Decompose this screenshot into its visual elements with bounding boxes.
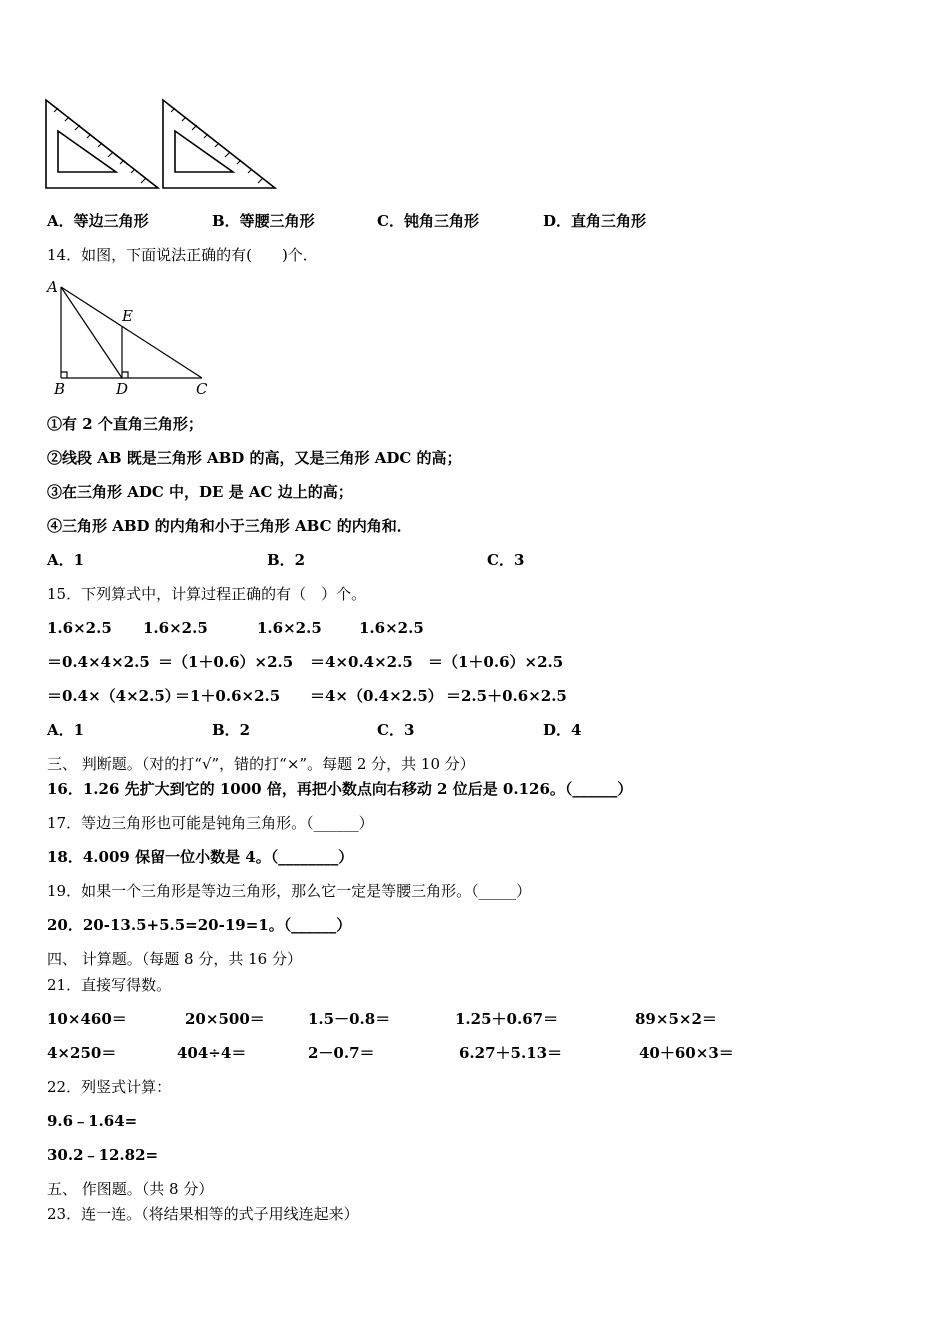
- q15-cell: 1.6×2.5: [143, 619, 208, 637]
- q21-stem: 21．直接写得数。: [47, 976, 172, 994]
- q20: 20．20-13.5+5.5=20-19=1。（______）: [47, 916, 352, 934]
- section-4-title: 四、 计算题。（每题 8 分，共 16 分）: [47, 950, 302, 968]
- q15-cell: 1.6×2.5: [359, 619, 424, 637]
- label-b: B: [54, 380, 66, 398]
- q15-option-d: D．4: [543, 721, 582, 739]
- q15-cell: ＝2.5＋0.6×2.5: [446, 687, 567, 705]
- set-square-right: [163, 100, 275, 188]
- q13-option-c: C．钝角三角形: [377, 212, 479, 230]
- q21-item: 404÷4＝: [177, 1044, 247, 1062]
- set-squares-figure: [44, 98, 279, 193]
- q14-option-c: C．3: [487, 551, 525, 569]
- right-angle-mark-d: [122, 372, 128, 378]
- segment-ad: [61, 287, 122, 378]
- q14-statement-4: ④三角形 ABD 的内角和小于三角形 ABC 的内角和．: [47, 517, 412, 535]
- q22-stem: 22．列竖式计算：: [47, 1078, 172, 1096]
- q15-option-a: A．1: [47, 721, 85, 739]
- q14-statement-2: ②线段 AB 既是三角形 ABD 的高，又是三角形 ADC 的高；: [47, 449, 462, 467]
- label-d: D: [116, 380, 129, 398]
- q16: 16．1.26 先扩大到它的 1000 倍，再把小数点向右移动 2 位后是 0.126。（______）: [47, 780, 633, 798]
- section-3-title: 三、 判断题。（对的打“√”，错的打“×”。每题 2 分，共 10 分）: [47, 755, 475, 773]
- q13-option-a: A．等边三角形: [47, 212, 149, 230]
- q15-cell: ＝0.4×4×2.5: [47, 653, 150, 671]
- q15-cell: 1.6×2.5: [47, 619, 112, 637]
- q13-option-d: D．直角三角形: [543, 212, 647, 230]
- q15-stem: 15．下列算式中，计算过程正确的有（ ）个。: [47, 585, 367, 603]
- q21-item: 6.27＋5.13＝: [459, 1044, 563, 1062]
- q14-statement-3: ③在三角形 ADC 中，DE 是 AC 边上的高；: [47, 483, 353, 501]
- q21-item: 10×460＝: [47, 1010, 127, 1028]
- q21-item: 4×250＝: [47, 1044, 117, 1062]
- q15-option-b: B．2: [212, 721, 251, 739]
- q15-cell: ＝4×0.4×2.5: [310, 653, 413, 671]
- right-angle-mark-b: [61, 372, 67, 378]
- q15-cell: ＝1＋0.6×2.5: [175, 687, 281, 705]
- q15-cell: ＝0.4×（4×2.5）: [47, 687, 180, 705]
- q21-item: 1.25＋0.67＝: [455, 1010, 559, 1028]
- q21-item: 2－0.7＝: [308, 1044, 375, 1062]
- q14-option-a: A．1: [47, 551, 85, 569]
- q21-item: 40＋60×3＝: [639, 1044, 734, 1062]
- label-c: C: [196, 380, 208, 398]
- q21-item: 89×5×2＝: [635, 1010, 717, 1028]
- q21-item: 20×500＝: [185, 1010, 265, 1028]
- q14-stem: 14．如图，下面说法正确的有( )个．: [47, 246, 318, 264]
- q21-item: 1.5－0.8＝: [308, 1010, 391, 1028]
- q18: 18．4.009 保留一位小数是 4。（________）: [47, 848, 354, 866]
- q14-option-b: B．2: [267, 551, 306, 569]
- q13-option-b: B．等腰三角形: [212, 212, 315, 230]
- q17: 17．等边三角形也可能是钝角三角形。（______）: [47, 814, 374, 832]
- q19: 19．如果一个三角形是等边三角形，那么它一定是等腰三角形。（_____）: [47, 882, 532, 900]
- q15-cell: ＝4×（0.4×2.5）: [310, 687, 443, 705]
- q15-cell: ＝（1＋0.6）×2.5: [428, 653, 564, 671]
- set-square-left: [46, 100, 158, 188]
- segment-ac: [61, 287, 202, 378]
- q22-item: 30.2﹣12.82=: [47, 1146, 159, 1164]
- label-a: A: [47, 278, 58, 296]
- q22-item: 9.6﹣1.64=: [47, 1112, 138, 1130]
- label-e: E: [122, 307, 133, 325]
- triangle-abc-figure: [44, 277, 214, 399]
- section-5-title: 五、 作图题。（共 8 分）: [47, 1180, 214, 1198]
- q23-stem: 23．连一连。（将结果相等的式子用线连起来）: [47, 1205, 359, 1223]
- q15-cell: 1.6×2.5: [257, 619, 322, 637]
- q14-statement-1: ①有 2 个直角三角形；: [47, 415, 203, 433]
- q15-option-c: C．3: [377, 721, 415, 739]
- q15-cell: ＝（1＋0.6）×2.5: [158, 653, 294, 671]
